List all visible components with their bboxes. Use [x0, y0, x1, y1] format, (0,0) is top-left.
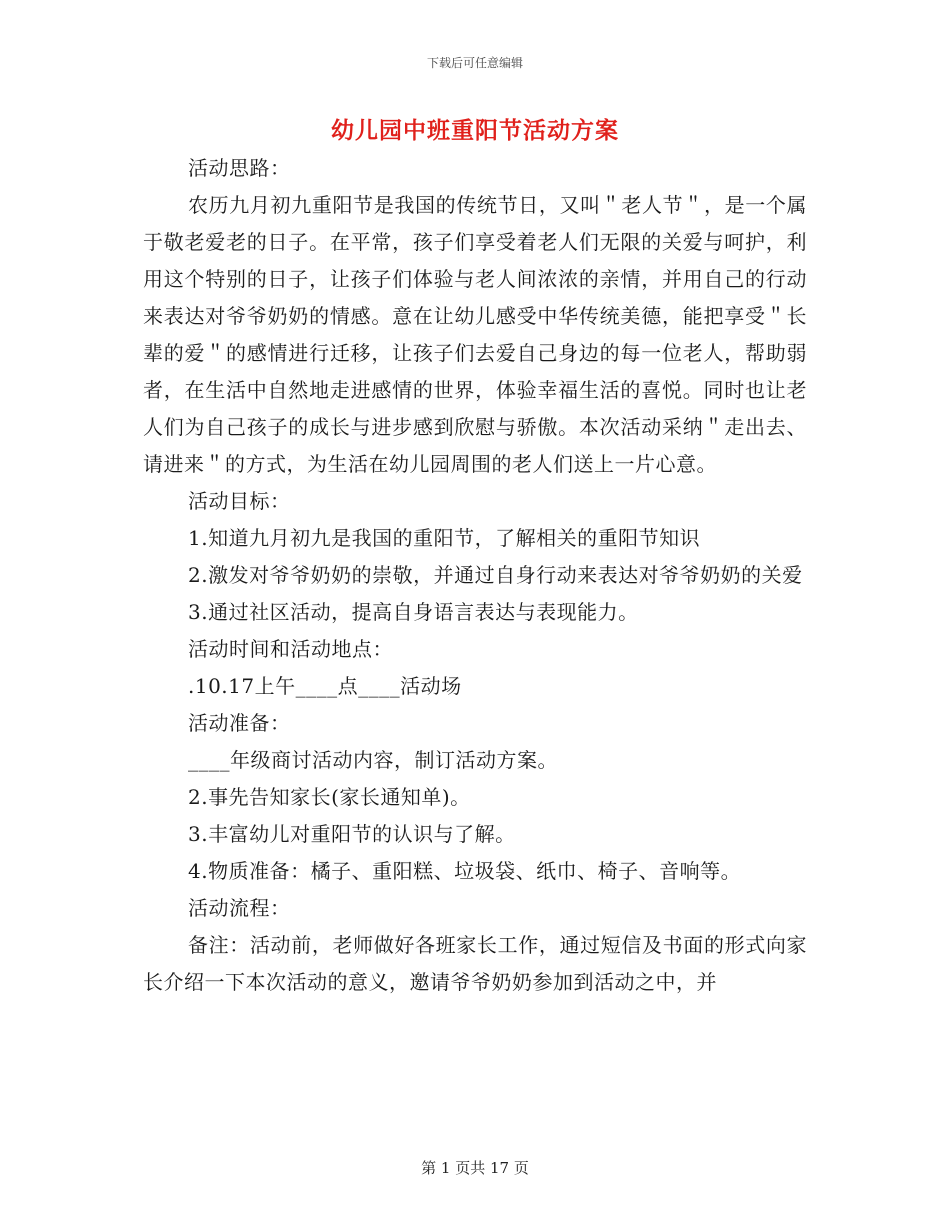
preparation-item-4: 4.物质准备：橘子、重阳糕、垃圾袋、纸巾、椅子、音响等。 — [188, 859, 742, 883]
paragraph-approach: 农历九月初九重阳节是我国的传统节日，又叫＂老人节＂，是一个属于敬老爱老的日子。在平常，孩子们享受着老人们无限的关爱与呵护，利用这个特别的日子，让孩子们体验与老人间浓浓的亲情，并用自己的行动来表达对爷爷奶奶的情感。意在让幼儿感受中华传统美德，能把享受＂长辈的爱＂的感情进行迁移，让孩子们去爱自己身边的每一位老人，帮助弱者，在生活中自然地走进感情的世界，体验幸福生活的喜悦。同时也让老人们为自己孩子的成长与进步感到欣慰与骄傲。本次活动采纳＂走出去、请进来＂的方式，为生活在幼儿园周围的老人们送上一片心意。 — [143, 193, 807, 476]
document-title: 幼儿园中班重阳节活动方案 — [331, 118, 619, 144]
document-body — [143, 150, 807, 1001]
section-heading-preparation: 活动准备： — [188, 711, 291, 735]
page-number-footer: 第 1 页共 17 页 — [421, 1159, 529, 1177]
paragraph-note: 备注：活动前，老师做好各班家长工作，通过短信及书面的形式向家长介绍一下本次活动的意义，邀请爷爷奶奶参加到活动之中，并 — [143, 933, 807, 994]
time-place-line: .10.17上午____点____活动场 — [188, 674, 462, 698]
preparation-item-3: 3.丰富幼儿对重阳节的认识与了解。 — [188, 822, 516, 846]
section-heading-time-place: 活动时间和活动地点： — [188, 637, 393, 661]
preparation-item-1: ____年级商讨活动内容，制订活动方案。 — [188, 748, 558, 772]
preparation-item-2: 2.事先告知家长(家长通知单)。 — [188, 785, 471, 809]
header-note: 下载后可任意编辑 — [426, 56, 523, 70]
section-heading-approach: 活动思路： — [188, 156, 291, 180]
section-heading-process: 活动流程： — [188, 896, 291, 920]
goal-item-3: 3.通过社区活动，提高自身语言表达与表现能力。 — [188, 600, 639, 624]
goal-item-2: 2.激发对爷爷奶奶的崇敬，并通过自身行动来表达对爷爷奶奶的关爱 — [188, 563, 803, 587]
section-heading-goals: 活动目标： — [188, 489, 291, 513]
goal-item-1: 1.知道九月初九是我国的重阳节，了解相关的重阳节知识 — [188, 526, 701, 550]
